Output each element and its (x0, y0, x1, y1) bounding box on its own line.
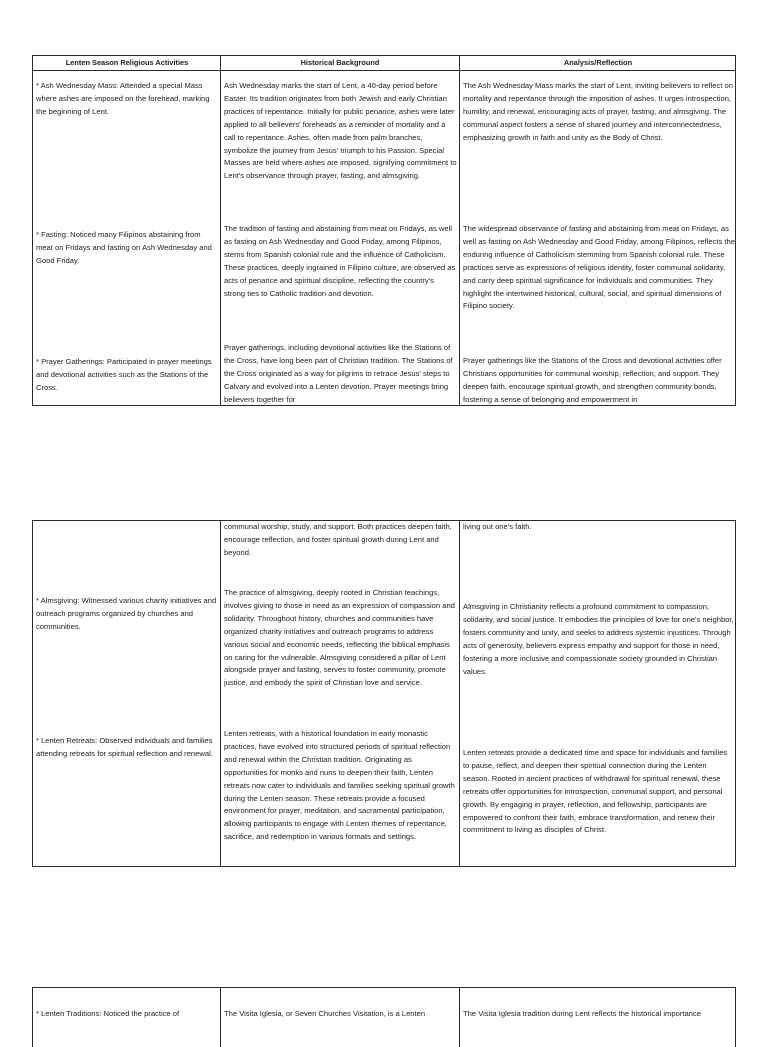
cell-reflection-prayer: Prayer gatherings like the Stations of the Cross and devotional activities offer Christians opportunities for communal worship, reflection, and support. They deepen faith, encourage spiritual growth, and strengthen community bonds, fostering a sense of belonging and empowerment in (463, 356, 722, 404)
cell-background-fasting: The tradition of fasting and abstaining from meat on Fridays, as well as fasting on Ash Wednesday and Good Friday, among Filipinos, stems from Spanish colonial rule and the influence of Catholicism. These practices, deeply ingrained in Filipino culture, are observed as acts of penance and spiritual discipline, reflecting the country's strong ties to Catholic tradition and devotion. (224, 224, 456, 298)
cell-activity-prayer: * Prayer Gatherings: Participated in prayer meetings and devotional activities such as the Stations of the Cross. (36, 357, 212, 392)
table-page-1 (32, 55, 736, 406)
cell-reflection-continued: living out one's faith. (463, 522, 532, 531)
table-page-3 (32, 987, 736, 1047)
table-page-2 (32, 520, 736, 867)
header-background: Historical Background (300, 58, 380, 67)
cell-background-prayer: Prayer gatherings, including devotional activities like the Stations of the Cross, have long been part of Christian tradition. The Stations of the Cross originated as a way for pilgrims to retrace Jesus' steps to Calvary and evolved into a Lenten devotion. Prayer meetings bring believers together for (224, 343, 453, 404)
header-reflection: Analysis/Reflection (563, 58, 633, 67)
cell-reflection-ash-wednesday: The Ash Wednesday Mass marks the start of Lent, inviting believers to reflect on mortality and repentance through the imposition of ashes. It urges introspection, humility, and renewal, encouraging acts of prayer, fasting, and almsgiving. The communal aspect fosters a sense of shared journey and interconnectedness, emphasizing growth in faith and unity as the Body of Christ. (463, 81, 733, 142)
cell-reflection-almsgiving: Almsgiving in Christianity reflects a profound commitment to compassion, solidarity, and social justice. It embodies the principles of love for one's neighbor, fosters community and unity, and seeks to address systemic injustices. Through acts of generosity, believers express empathy and support for those in need, fostering a more inclusive and compassionate society grounded in Christian values. (463, 602, 734, 676)
cell-background-almsgiving: The practice of almsgiving, deeply rooted in Christian teachings, involves giving to those in need as an expression of compassion and solidarity. Throughout history, churches and communities have organized charity initiatives and outreach programs to address various social and economic needs, reflecting the biblical emphasis on caring for the vulnerable. Almsgiving considered a pillar of Lent alongside prayer and fasting, serves to foster community, promote justice, and embody the spirit of Christian love and service. (224, 588, 455, 688)
cell-background-ash-wednesday: Ash Wednesday marks the start of Lent, a 40-day period before Easter. Its tradition originates from both Jewish and early Christian practices of repentance. Initially for public penance, ashes were later applied to all believers' foreheads as a reminder of mortality and a call to repentance. Ashes, often made from palm branches, symbolize the journey from Jesus' triumph to his Passion. Special Masses are held where ashes are imposed, signifying commitment to Lent's observance through prayer, fasting, and almsgiving. (224, 81, 457, 181)
header-activities: Lenten Season Religious Activities (65, 58, 189, 67)
cell-reflection-retreats: Lenten retreats provide a dedicated time and space for individuals and families to pause, reflect, and deepen their spiritual connection during the Lenten season. Rooted in ancient practices of withdrawal for spiritual renewal, these retreats offer opportunities for introspection, communal support, and personal growth. By engaging in prayer, reflection, and fellowship, participants are empowered to confront their faith, embrace transformation, and renew their commitment to living as disciples of Christ. (463, 748, 728, 835)
cell-reflection-visita: The Visita Iglesia tradition during Lent reflects the historical importance (463, 1009, 701, 1018)
cell-activity-retreats: * Lenten Retreats: Observed individuals and families attending retreats for spiritual reflection and renewal. (36, 736, 213, 758)
cell-background-retreats: Lenten retreats, with a historical foundation in early monastic practices, have evolved into structured periods of spiritual reflection and renewal within the Christian tradition. Originating as opportunities for monks and nuns to deepen their faith, Lenten retreats now cater to individuals and families seeking spiritual growth during the Lenten season. These retreats provide a focused environment for prayer, meditation, and sacramental participation, allowing participants to engage with Lenten themes of repentance, sacrifice, and redemption in various formats and settings. (224, 729, 455, 842)
cell-reflection-fasting: The widespread observance of fasting and abstaining from meat on Fridays, as well as fasting on Ash Wednesday and Good Friday, among Filipinos, reflects the enduring influence of Catholicism stemming from Spanish colonial rule. These practices serve as expressions of religious identity, foster communal solidarity, and carry deep spiritual significance for individuals and communities. They highlight the intertwined historical, cultural, social, and spiritual dimensions of Filipino society. (463, 224, 735, 311)
cell-activity-almsgiving: * Almsgiving: Witnessed various charity initiatives and outreach programs organized by churches and communities. (36, 596, 217, 631)
cell-activity-ash-wednesday: * Ash Wednesday Mass: Attended a special Mass where ashes are imposed on the forehead, marking the beginning of Lent. (36, 81, 210, 116)
cell-activity-traditions: * Lenten Traditions: Noticed the practice of (36, 1009, 180, 1018)
cell-background-continued: communal worship, study, and support. Both practices deepen faith, encourage reflection, and foster spiritual growth during Lent and beyond. (224, 522, 452, 557)
cell-background-visita: The Visita Iglesia, or Seven Churches Visitation, is a Lenten (224, 1009, 426, 1018)
cell-activity-fasting: * Fasting: Noticed many Filipinos abstaining from meat on Fridays and fasting on Ash Wednesday and Good Friday. (36, 230, 212, 265)
